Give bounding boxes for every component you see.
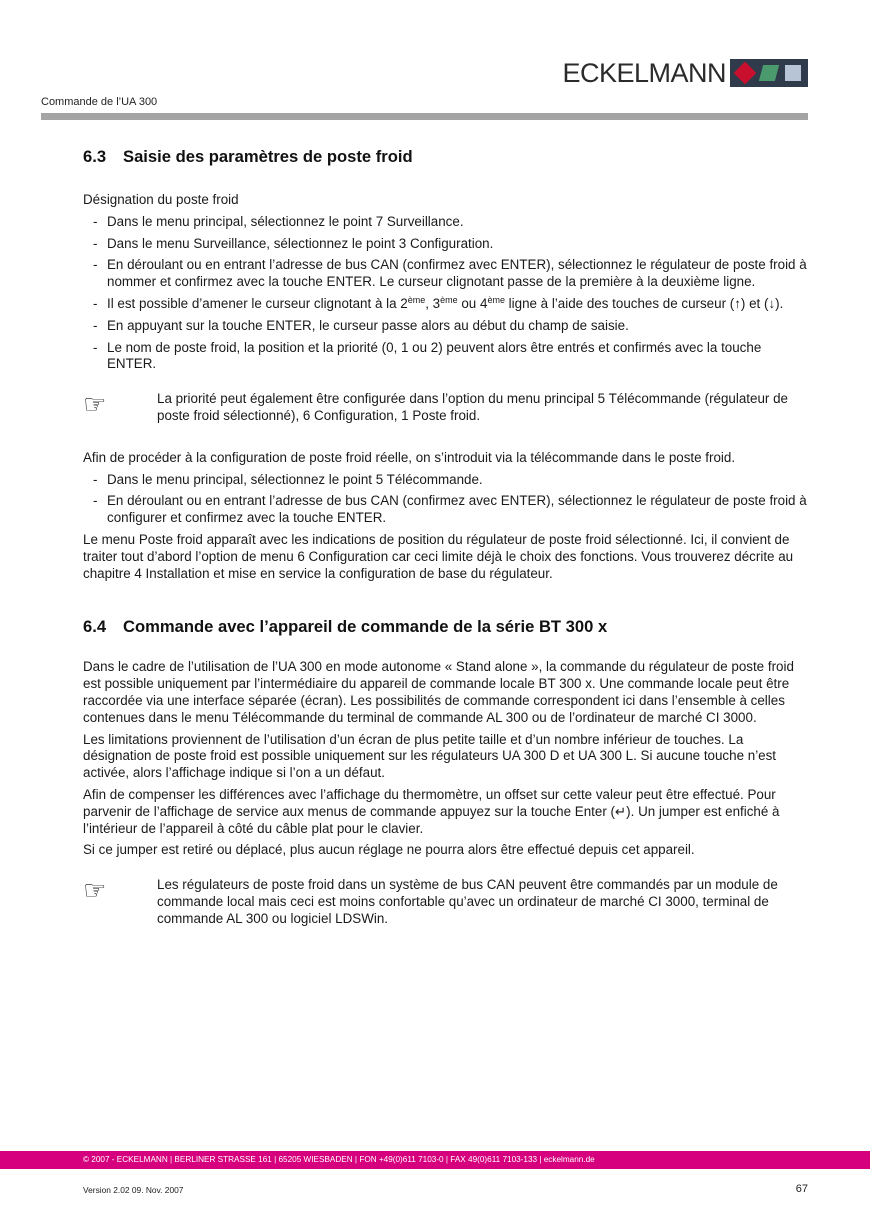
section-title: Saisie des paramètres de poste froid bbox=[123, 147, 413, 166]
note-block bbox=[83, 877, 808, 927]
list-item: - En déroulant ou en entrant l’adresse de bus CAN (confirmez avec ENTER), sélectionnez le régulateur de poste froid à configurer et confirmez avec la touche ENTER. bbox=[83, 493, 808, 527]
page-number: 67 bbox=[795, 1183, 808, 1195]
footer-contact: © 2007 - ECKELMANN | BERLINER STRASSE 161 | 65205 WIESBADEN | FON +49(0)611 7103-0 | FAX 49(0)611 7103-133 | eckelmann.de bbox=[83, 1155, 595, 1164]
note-block bbox=[83, 391, 808, 425]
pointing-hand-icon: ☞ bbox=[83, 875, 107, 906]
section-title: Commande avec l’appareil de commande de la série BT 300 x bbox=[123, 617, 608, 637]
paragraph: Afin de compenser les différences avec l’affichage du thermomètre, un offset sur cette valeur peut être effectué. Pour parvenir de l’affichage de service aux menus de commande appuyez sur la touche Enter (↵). Un jumper est enfiché à l’intérieur de l’appareil à côté du câble plat pour le clavier. bbox=[83, 786, 780, 836]
paragraph: Le menu Poste froid apparaît avec les indications de position du régulateur de poste froid sélectionné. Ici, il convient de traiter tout d’abord l’option de menu 6 Configuration car ceci limite déjà le choix des fonctions. Vous trouverez décrite au chapitre 4 Installation et mise en service la configuration de base du régulateur. bbox=[83, 531, 794, 581]
step-list bbox=[83, 214, 808, 373]
section-number: 6.4 bbox=[83, 617, 107, 637]
note-text: La priorité peut également être configurée dans l’option du menu principal 5 Télécommande (régulateur de poste froid sélectionné), 6 Configuration, 1 Poste froid. bbox=[157, 391, 788, 423]
footer-bar bbox=[0, 1151, 870, 1169]
paragraph: Les limitations proviennent de l’utilisation d’un écran de plus petite taille et d’un nombre inférieur de touches. La désignation de poste froid est possible uniquement sur les régulateurs UA 300 D et UA 300 L. Si aucune touche n’est activée, alors l’affichage indique si l’on a un défaut. bbox=[83, 731, 777, 781]
list-item: - Dans le menu Surveillance, sélectionnez le point 3 Configuration. bbox=[83, 236, 808, 253]
step-list bbox=[83, 472, 808, 527]
list-item: - Le nom de poste froid, la position et la priorité (0, 1 ou 2) peuvent alors être entrés et confirmés avec la touche ENTER. bbox=[83, 340, 808, 374]
paragraph: Désignation du poste froid bbox=[83, 192, 239, 207]
header-rule bbox=[41, 113, 808, 120]
note-text: Les régulateurs de poste froid dans un système de bus CAN peuvent être commandés par un module de commande local mais ceci est moins confortable qu’avec un ordinateur de marché CI 3000, terminal de commande AL 300 ou logiciel LDSWin. bbox=[157, 877, 778, 926]
section-number: 6.3 bbox=[83, 147, 107, 166]
section-heading-6-3 bbox=[83, 146, 808, 168]
paragraph: Si ce jumper est retiré ou déplacé, plus aucun réglage ne pourra alors être effectué depuis cet appareil. bbox=[83, 842, 695, 858]
paragraph: Afin de procéder à la configuration de poste froid réelle, on s’introduit via la télécommande dans le poste froid. bbox=[83, 449, 736, 465]
list-item: - En appuyant sur la touche ENTER, le curseur passe alors au début du champ de saisie. bbox=[83, 318, 808, 335]
list-item: - Dans le menu principal, sélectionnez le point 7 Surveillance. bbox=[83, 214, 808, 231]
list-item: - Il est possible d’amener le curseur clignotant à la 2ème, 3ème ou 4ème ligne à l’aide des touches de curseur (↑) et (↓). bbox=[83, 296, 808, 313]
list-item: - En déroulant ou en entrant l’adresse de bus CAN (confirmez avec ENTER), sélectionnez le régulateur de poste froid à nommer et confirmez avec la touche ENTER. Le curseur clignotant passe de la première à la deuxième ligne. bbox=[83, 257, 808, 291]
section-heading-6-4 bbox=[83, 616, 808, 638]
list-item: - Dans le menu principal, sélectionnez le point 5 Télécommande. bbox=[83, 472, 808, 489]
paragraph: Dans le cadre de l’utilisation de l’UA 300 en mode autonome « Stand alone », la commande du régulateur de poste froid est possible uniquement par l’intermédiaire du appareil de commande locale BT 300 x. Une commande locale peut être raccordée via une interface séparée (écran). Les possibilités de commande correspondent ici dans l’ensemble à celles contenues dans le menu Télécommande du terminal de commande AL 300 ou de l’ordinateur de marché CI 3000. bbox=[83, 659, 794, 725]
version-date: Version 2.02 09. Nov. 2007 bbox=[83, 1185, 184, 1195]
running-header: Commande de l’UA 300 bbox=[41, 96, 158, 108]
logo-text: ECKELMANN bbox=[562, 57, 726, 88]
eckelmann-logo bbox=[562, 57, 808, 89]
logo-mark-icon bbox=[730, 59, 808, 87]
page-content bbox=[83, 146, 808, 953]
pointing-hand-icon: ☞ bbox=[83, 389, 107, 420]
